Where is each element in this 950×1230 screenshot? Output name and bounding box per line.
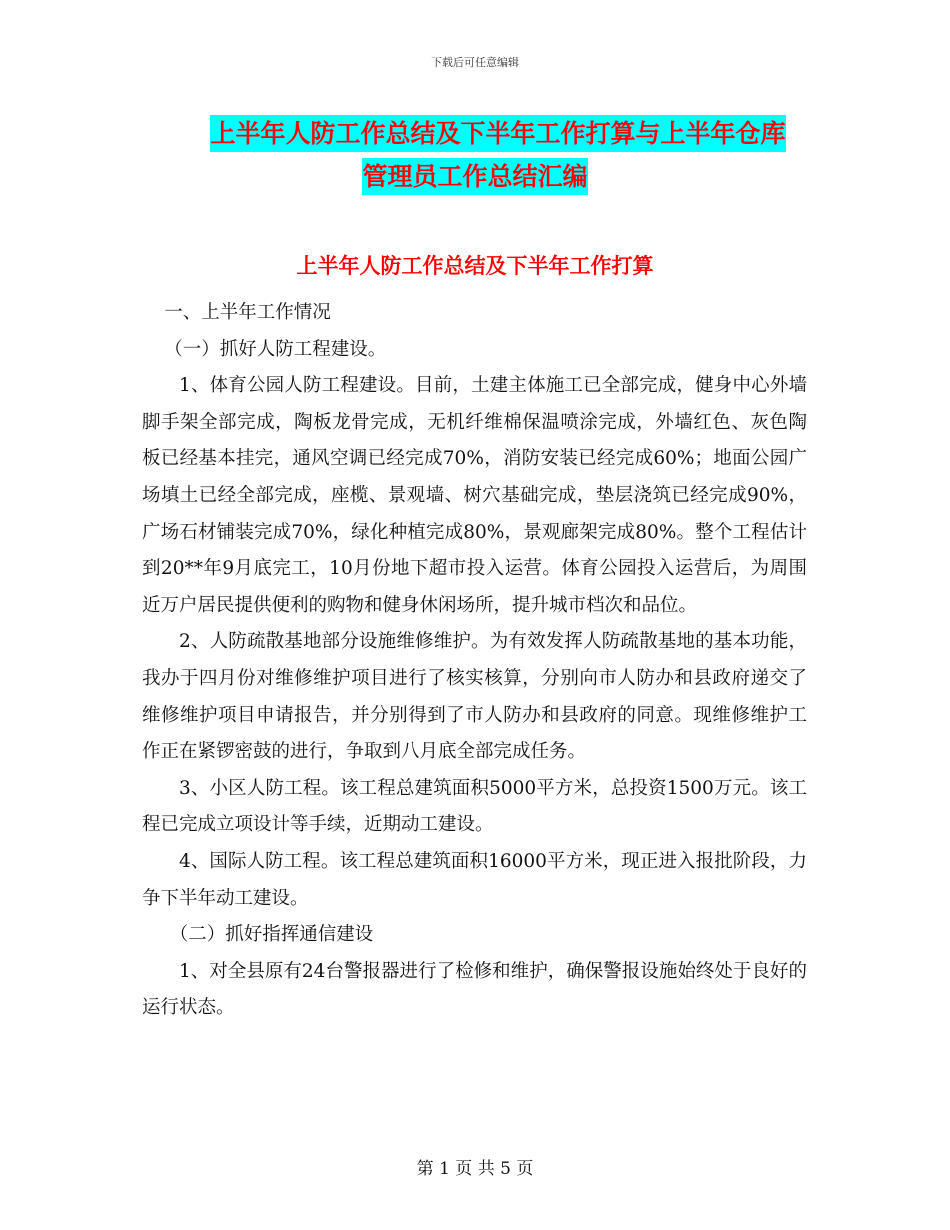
paragraph-evacuation-base: 2、人防疏散基地部分设施维修维护。为有效发挥人防疏散基地的基本功能，我办于四月份对维修维护项目进行了核实核算，分别向市人防办和县政府递交了维修维护项目申请报告，并分别得到了市人防办和县政府的同意。现维修维护工作正在紧锣密鼓的进行，争取到八月底全部完成任务。	[142, 631, 807, 763]
subheading-command-communication: （二）抓好指挥通信建设	[169, 924, 374, 946]
title-line-1-text: 上半年人防工作总结及下半年工作打算与上半年仓库	[210, 115, 785, 152]
section-title: 上半年人防工作总结及下半年工作打算	[296, 254, 654, 278]
page-header: 下载后可任意编辑	[431, 56, 519, 69]
paragraph-sports-park: 1、体育公园人防工程建设。目前，土建主体施工已全部完成，健身中心外墙脚手架全部完成，陶板龙骨完成，无机纤维棉保温喷涂完成，外墙红色、灰色陶板已经基本挂完，通风空调已经完成70%，消防安装已经完成60%；地面公园广场填土已经全部完成，座榄、景观墙、树穴基础完成，垫层浇筑已经完成90%，广场石材铺装完成70%，绿化种植完成80%，景观廊架完成80%。整个工程估计到20**年9月底完工，10月份地下超市投入运营。体育公园投入运营后，为周围近万户居民提供便利的购物和健身休闲场所，提升城市档次和品位。	[142, 375, 807, 616]
document-body	[142, 295, 807, 1027]
document-title-line-1	[0, 114, 950, 150]
page-footer: 第 1 页 共 5 页	[416, 1159, 534, 1179]
paragraph-international-project: 4、国际人防工程。该工程总建筑面积16000平方米，现正进入报批阶段，力争下半年动工建设。	[142, 850, 807, 909]
paragraph-residential-project: 3、小区人防工程。该工程总建筑面积5000平方米，总投资1500万元。该工程已完成立项设计等手续，近期动工建设。	[142, 777, 807, 836]
heading-work-status: 一、上半年工作情况	[164, 302, 331, 323]
paragraph-alarm-maintenance: 1、对全县原有24台警报器进行了检修和维护，确保警报设施始终处于良好的运行状态。	[142, 960, 807, 1019]
title-line-2-text: 管理员工作总结汇编	[362, 158, 587, 195]
document-title-line-2	[0, 157, 950, 193]
subheading-civil-defense-engineering: （一）抓好人防工程建设。	[164, 338, 387, 360]
